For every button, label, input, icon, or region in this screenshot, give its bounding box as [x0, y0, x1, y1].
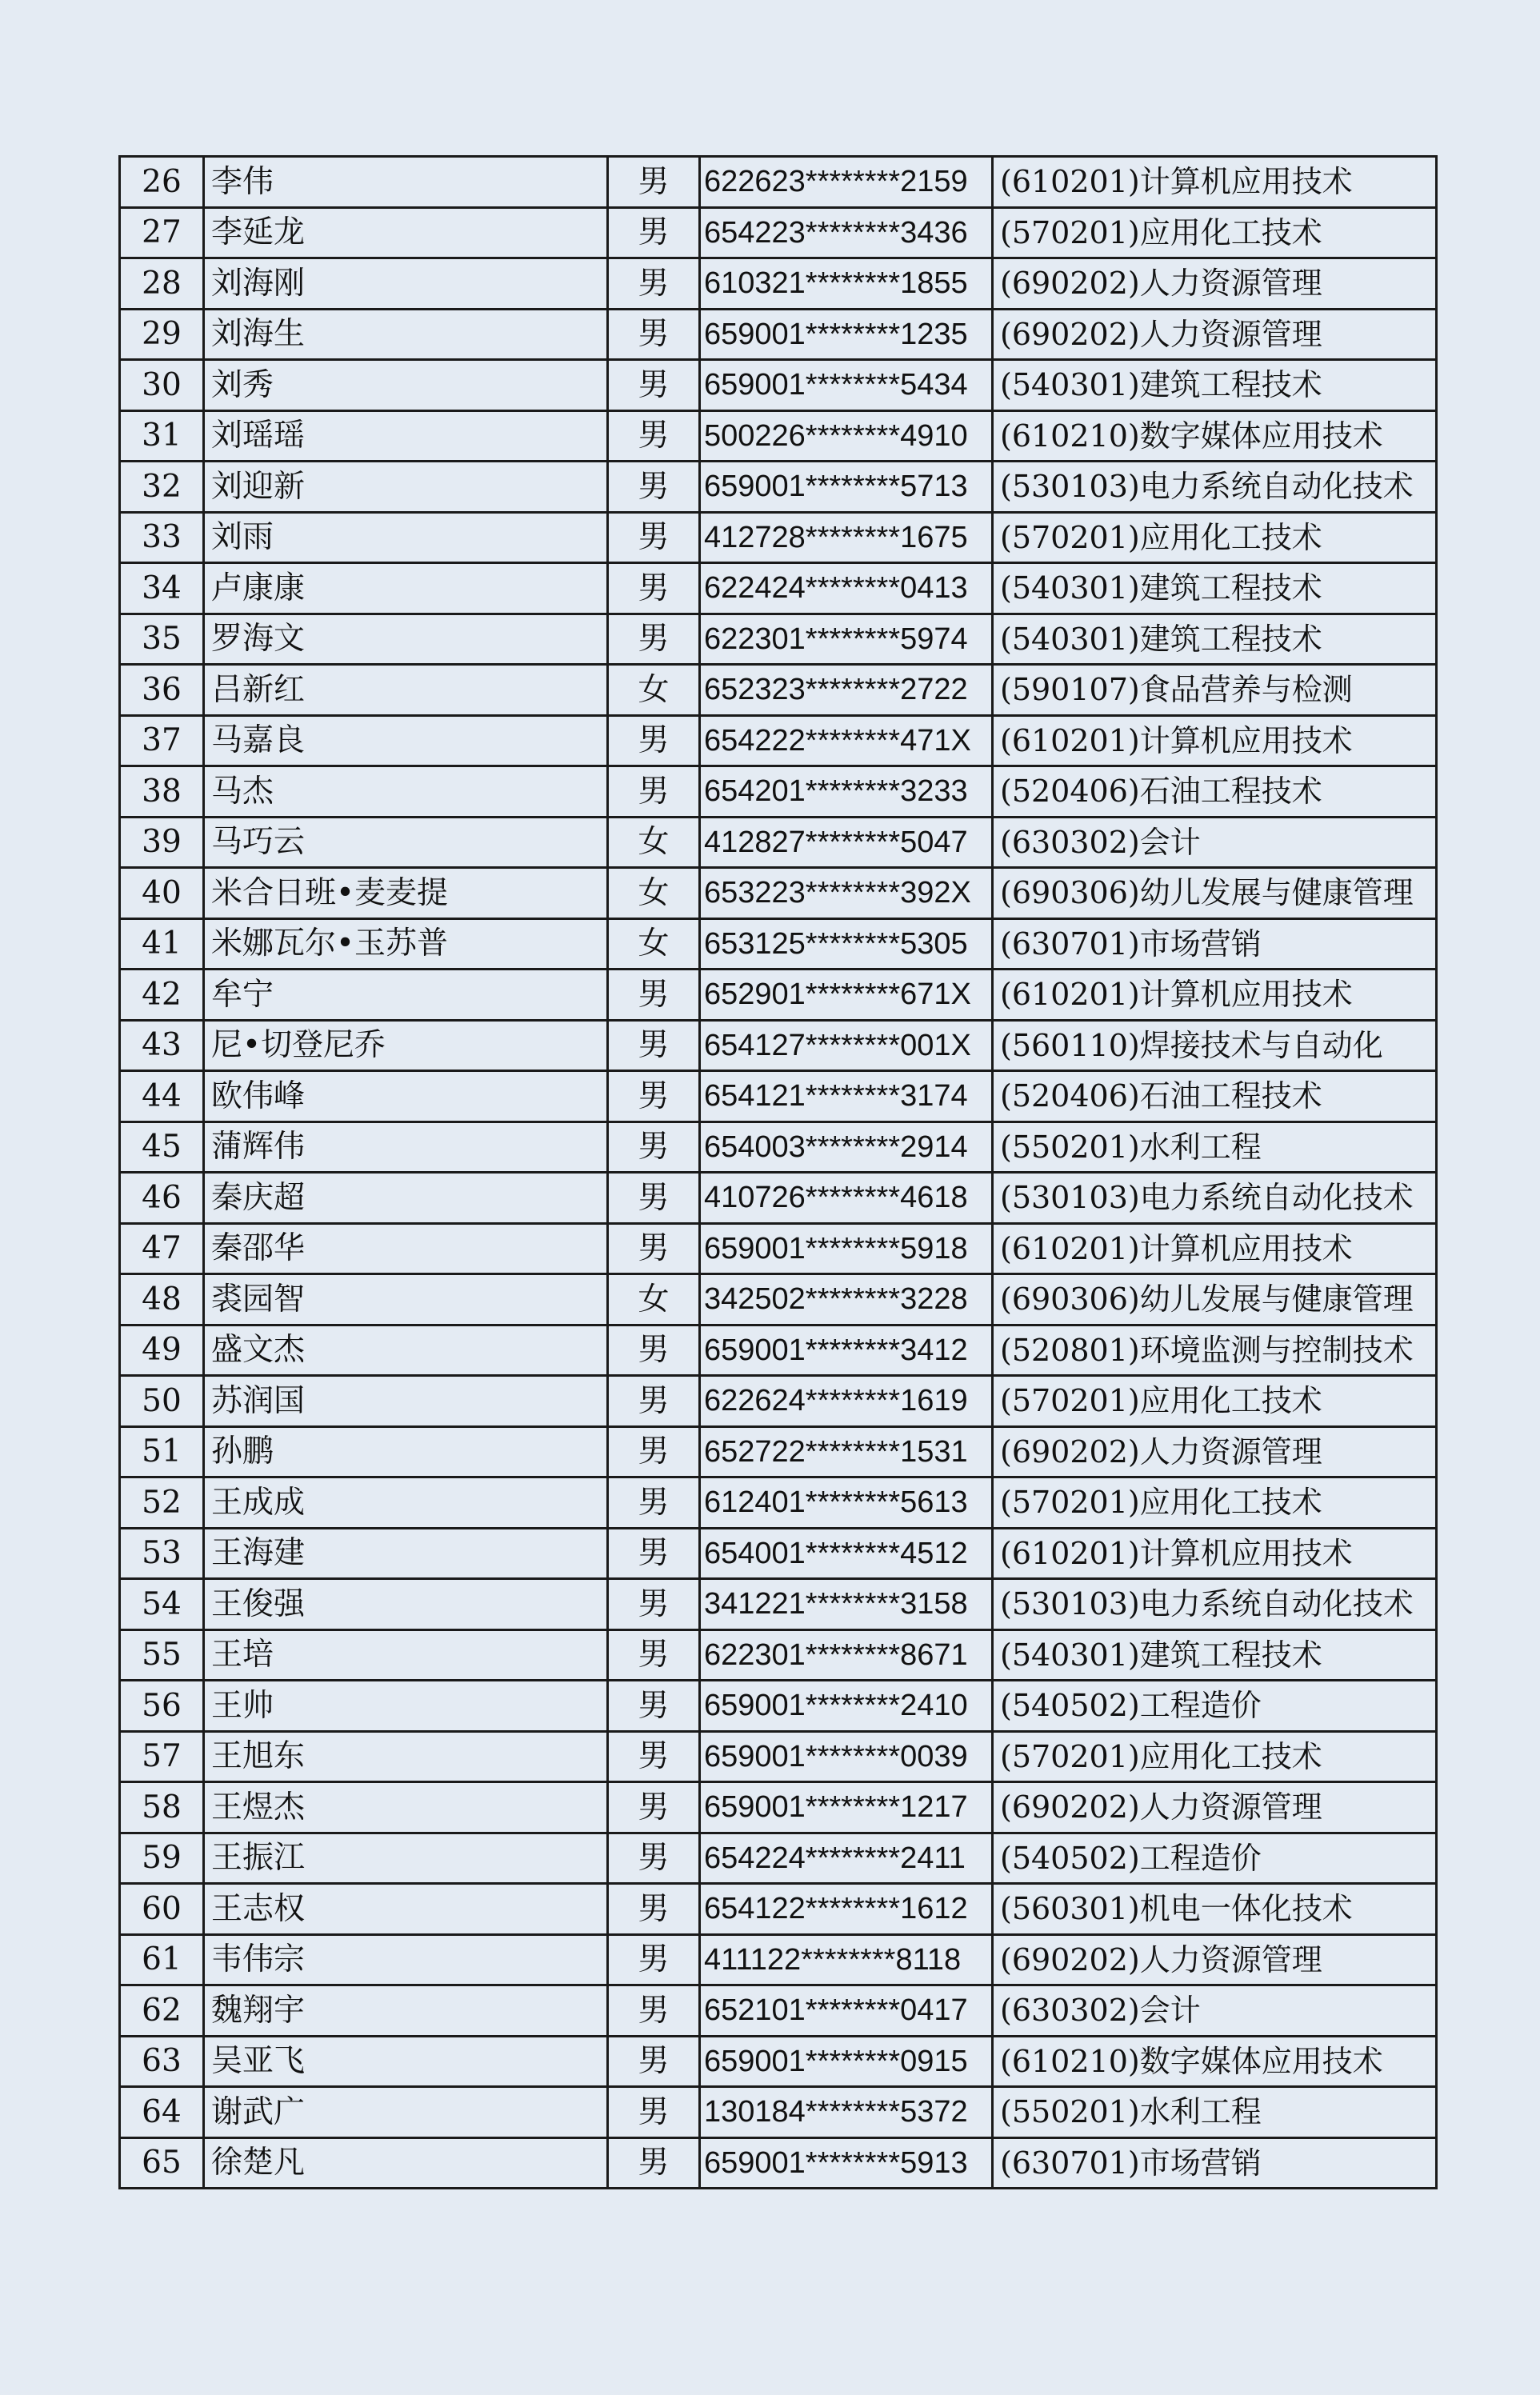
table-row: [120, 1071, 1437, 1122]
gender-cell: 男: [608, 462, 700, 513]
table-row: [120, 766, 1437, 818]
major-cell: (690202)人力资源管理: [993, 1426, 1437, 1477]
table-row: [120, 868, 1437, 919]
gender-cell: 男: [608, 1223, 700, 1274]
row-number-cell: 30: [120, 360, 204, 411]
row-number-cell: 52: [120, 1477, 204, 1529]
id-number-cell: 341221********3158: [700, 1579, 993, 1630]
id-number-cell: 622624********1619: [700, 1376, 993, 1427]
id-number-cell: 622301********8671: [700, 1629, 993, 1681]
table-row: [120, 1629, 1437, 1681]
gender-cell: 男: [608, 1477, 700, 1529]
major-cell: (690202)人力资源管理: [993, 1934, 1437, 1985]
table-row: [120, 258, 1437, 310]
row-number-cell: 35: [120, 614, 204, 665]
table-row: [120, 2137, 1437, 2189]
row-number-cell: 62: [120, 1985, 204, 2037]
table-row: [120, 817, 1437, 868]
row-number-cell: 29: [120, 309, 204, 360]
name-cell: 马嘉良: [204, 715, 608, 766]
major-cell: (540301)建筑工程技术: [993, 360, 1437, 411]
major-cell: (530103)电力系统自动化技术: [993, 1579, 1437, 1630]
row-number-cell: 31: [120, 410, 204, 462]
row-number-cell: 50: [120, 1376, 204, 1427]
name-cell: 孙鹏: [204, 1426, 608, 1477]
name-cell: 王俊强: [204, 1579, 608, 1630]
id-number-cell: 654121********3174: [700, 1071, 993, 1122]
name-cell: 王培: [204, 1629, 608, 1681]
major-cell: (690202)人力资源管理: [993, 258, 1437, 310]
gender-cell: 男: [608, 410, 700, 462]
name-cell: 刘瑶瑶: [204, 410, 608, 462]
table-row: [120, 1579, 1437, 1630]
table-row: [120, 614, 1437, 665]
name-cell: 卢康康: [204, 563, 608, 614]
name-cell: 韦伟宗: [204, 1934, 608, 1985]
major-cell: (570201)应用化工技术: [993, 1477, 1437, 1529]
name-cell: 李伟: [204, 157, 608, 208]
row-number-cell: 65: [120, 2137, 204, 2189]
student-list-table: [118, 155, 1438, 2189]
id-number-cell: 659001********3412: [700, 1325, 993, 1376]
major-cell: (570201)应用化工技术: [993, 207, 1437, 258]
row-number-cell: 51: [120, 1426, 204, 1477]
row-number-cell: 47: [120, 1223, 204, 1274]
table-row: [120, 1325, 1437, 1376]
gender-cell: 男: [608, 1579, 700, 1630]
major-cell: (540502)工程造价: [993, 1833, 1437, 1884]
major-cell: (520406)石油工程技术: [993, 1071, 1437, 1122]
name-cell: 刘迎新: [204, 462, 608, 513]
major-cell: (690202)人力资源管理: [993, 1782, 1437, 1833]
table-row: [120, 1731, 1437, 1782]
gender-cell: 男: [608, 970, 700, 1021]
gender-cell: 男: [608, 1325, 700, 1376]
table-row: [120, 1426, 1437, 1477]
name-cell: 吕新红: [204, 665, 608, 716]
row-number-cell: 26: [120, 157, 204, 208]
id-number-cell: 659001********2410: [700, 1681, 993, 1732]
row-number-cell: 41: [120, 918, 204, 970]
major-cell: (570201)应用化工技术: [993, 1376, 1437, 1427]
major-cell: (690306)幼儿发展与健康管理: [993, 868, 1437, 919]
gender-cell: 男: [608, 715, 700, 766]
gender-cell: 女: [608, 918, 700, 970]
major-cell: (560301)机电一体化技术: [993, 1884, 1437, 1935]
gender-cell: 男: [608, 1833, 700, 1884]
name-cell: 王成成: [204, 1477, 608, 1529]
id-number-cell: 622301********5974: [700, 614, 993, 665]
row-number-cell: 45: [120, 1122, 204, 1173]
table-row: [120, 970, 1437, 1021]
major-cell: (630302)会计: [993, 1985, 1437, 2037]
name-cell: 马巧云: [204, 817, 608, 868]
major-cell: (630302)会计: [993, 817, 1437, 868]
row-number-cell: 36: [120, 665, 204, 716]
name-cell: 秦邵华: [204, 1223, 608, 1274]
major-cell: (570201)应用化工技术: [993, 512, 1437, 563]
major-cell: (610201)计算机应用技术: [993, 1223, 1437, 1274]
id-number-cell: 410726********4618: [700, 1173, 993, 1224]
name-cell: 牟宁: [204, 970, 608, 1021]
id-number-cell: 610321********1855: [700, 258, 993, 310]
table-row: [120, 512, 1437, 563]
id-number-cell: 342502********3228: [700, 1274, 993, 1325]
row-number-cell: 60: [120, 1884, 204, 1935]
major-cell: (690202)人力资源管理: [993, 309, 1437, 360]
major-cell: (610201)计算机应用技术: [993, 715, 1437, 766]
major-cell: (610201)计算机应用技术: [993, 1528, 1437, 1579]
id-number-cell: 659001********0039: [700, 1731, 993, 1782]
id-number-cell: 659001********5713: [700, 462, 993, 513]
table-row: [120, 1833, 1437, 1884]
row-number-cell: 61: [120, 1934, 204, 1985]
table-row: [120, 2036, 1437, 2087]
name-cell: 魏翔宇: [204, 1985, 608, 2037]
name-cell: 马杰: [204, 766, 608, 818]
gender-cell: 女: [608, 868, 700, 919]
name-cell: 王海建: [204, 1528, 608, 1579]
row-number-cell: 42: [120, 970, 204, 1021]
gender-cell: 男: [608, 2087, 700, 2138]
major-cell: (570201)应用化工技术: [993, 1731, 1437, 1782]
gender-cell: 男: [608, 1173, 700, 1224]
gender-cell: 男: [608, 1020, 700, 1071]
major-cell: (590107)食品营养与检测: [993, 665, 1437, 716]
gender-cell: 男: [608, 614, 700, 665]
gender-cell: 男: [608, 563, 700, 614]
row-number-cell: 46: [120, 1173, 204, 1224]
id-number-cell: 659001********5913: [700, 2137, 993, 2189]
major-cell: (530103)电力系统自动化技术: [993, 462, 1437, 513]
table-row: [120, 1681, 1437, 1732]
gender-cell: 男: [608, 766, 700, 818]
name-cell: 米娜瓦尔•玉苏普: [204, 918, 608, 970]
gender-cell: 女: [608, 665, 700, 716]
name-cell: 罗海文: [204, 614, 608, 665]
id-number-cell: 652722********1531: [700, 1426, 993, 1477]
row-number-cell: 58: [120, 1782, 204, 1833]
id-number-cell: 659001********5434: [700, 360, 993, 411]
row-number-cell: 56: [120, 1681, 204, 1732]
table-row: [120, 1122, 1437, 1173]
table-row: [120, 1376, 1437, 1427]
row-number-cell: 43: [120, 1020, 204, 1071]
table-row: [120, 309, 1437, 360]
id-number-cell: 411122********8118: [700, 1934, 993, 1985]
name-cell: 刘海刚: [204, 258, 608, 310]
name-cell: 刘秀: [204, 360, 608, 411]
table-row: [120, 715, 1437, 766]
name-cell: 李延龙: [204, 207, 608, 258]
table-row: [120, 1223, 1437, 1274]
id-number-cell: 653223********392X: [700, 868, 993, 919]
name-cell: 王帅: [204, 1681, 608, 1732]
major-cell: (610201)计算机应用技术: [993, 157, 1437, 208]
row-number-cell: 32: [120, 462, 204, 513]
table-row: [120, 207, 1437, 258]
gender-cell: 男: [608, 309, 700, 360]
id-number-cell: 659001********0915: [700, 2036, 993, 2087]
major-cell: (520801)环境监测与控制技术: [993, 1325, 1437, 1376]
id-number-cell: 654222********471X: [700, 715, 993, 766]
gender-cell: 男: [608, 2036, 700, 2087]
row-number-cell: 55: [120, 1629, 204, 1681]
name-cell: 刘雨: [204, 512, 608, 563]
id-number-cell: 500226********4910: [700, 410, 993, 462]
id-number-cell: 654224********2411: [700, 1833, 993, 1884]
id-number-cell: 654223********3436: [700, 207, 993, 258]
major-cell: (530103)电力系统自动化技术: [993, 1173, 1437, 1224]
gender-cell: 男: [608, 1782, 700, 1833]
id-number-cell: 654127********001X: [700, 1020, 993, 1071]
table-row: [120, 462, 1437, 513]
name-cell: 裘园智: [204, 1274, 608, 1325]
gender-cell: 男: [608, 1071, 700, 1122]
table-body: [120, 157, 1437, 2189]
gender-cell: 男: [608, 1985, 700, 2037]
gender-cell: 男: [608, 1629, 700, 1681]
table-row: [120, 1782, 1437, 1833]
major-cell: (630701)市场营销: [993, 2137, 1437, 2189]
row-number-cell: 34: [120, 563, 204, 614]
id-number-cell: 652101********0417: [700, 1985, 993, 2037]
row-number-cell: 38: [120, 766, 204, 818]
table-row: [120, 1985, 1437, 2037]
major-cell: (520406)石油工程技术: [993, 766, 1437, 818]
major-cell: (550201)水利工程: [993, 1122, 1437, 1173]
id-number-cell: 622623********2159: [700, 157, 993, 208]
gender-cell: 男: [608, 1934, 700, 1985]
name-cell: 王志权: [204, 1884, 608, 1935]
major-cell: (610210)数字媒体应用技术: [993, 2036, 1437, 2087]
row-number-cell: 33: [120, 512, 204, 563]
id-number-cell: 659001********1235: [700, 309, 993, 360]
table-row: [120, 157, 1437, 208]
gender-cell: 男: [608, 360, 700, 411]
name-cell: 王旭东: [204, 1731, 608, 1782]
gender-cell: 男: [608, 2137, 700, 2189]
row-number-cell: 37: [120, 715, 204, 766]
id-number-cell: 654201********3233: [700, 766, 993, 818]
id-number-cell: 654003********2914: [700, 1122, 993, 1173]
row-number-cell: 54: [120, 1579, 204, 1630]
major-cell: (550201)水利工程: [993, 2087, 1437, 2138]
gender-cell: 男: [608, 207, 700, 258]
gender-cell: 男: [608, 1731, 700, 1782]
name-cell: 盛文杰: [204, 1325, 608, 1376]
id-number-cell: 659001********1217: [700, 1782, 993, 1833]
name-cell: 王振江: [204, 1833, 608, 1884]
row-number-cell: 28: [120, 258, 204, 310]
name-cell: 尼•切登尼乔: [204, 1020, 608, 1071]
table-row: [120, 665, 1437, 716]
gender-cell: 男: [608, 157, 700, 208]
gender-cell: 女: [608, 817, 700, 868]
gender-cell: 男: [608, 1528, 700, 1579]
gender-cell: 男: [608, 258, 700, 310]
row-number-cell: 53: [120, 1528, 204, 1579]
name-cell: 吴亚飞: [204, 2036, 608, 2087]
id-number-cell: 654122********1612: [700, 1884, 993, 1935]
major-cell: (560110)焊接技术与自动化: [993, 1020, 1437, 1071]
row-number-cell: 49: [120, 1325, 204, 1376]
major-cell: (540301)建筑工程技术: [993, 563, 1437, 614]
major-cell: (610201)计算机应用技术: [993, 970, 1437, 1021]
name-cell: 蒲辉伟: [204, 1122, 608, 1173]
table-row: [120, 2087, 1437, 2138]
name-cell: 米合日班•麦麦提: [204, 868, 608, 919]
id-number-cell: 412728********1675: [700, 512, 993, 563]
id-number-cell: 412827********5047: [700, 817, 993, 868]
name-cell: 谢武广: [204, 2087, 608, 2138]
table-row: [120, 563, 1437, 614]
table-row: [120, 1934, 1437, 1985]
table-row: [120, 1884, 1437, 1935]
table-row: [120, 1173, 1437, 1224]
table-row: [120, 360, 1437, 411]
major-cell: (540301)建筑工程技术: [993, 1629, 1437, 1681]
table-row: [120, 1477, 1437, 1529]
name-cell: 欧伟峰: [204, 1071, 608, 1122]
table-row: [120, 410, 1437, 462]
gender-cell: 女: [608, 1274, 700, 1325]
gender-cell: 男: [608, 1681, 700, 1732]
name-cell: 苏润国: [204, 1376, 608, 1427]
major-cell: (540301)建筑工程技术: [993, 614, 1437, 665]
name-cell: 徐楚凡: [204, 2137, 608, 2189]
major-cell: (540502)工程造价: [993, 1681, 1437, 1732]
table-row: [120, 1020, 1437, 1071]
id-number-cell: 130184********5372: [700, 2087, 993, 2138]
name-cell: 秦庆超: [204, 1173, 608, 1224]
row-number-cell: 40: [120, 868, 204, 919]
major-cell: (630701)市场营销: [993, 918, 1437, 970]
gender-cell: 男: [608, 1884, 700, 1935]
row-number-cell: 48: [120, 1274, 204, 1325]
id-number-cell: 612401********5613: [700, 1477, 993, 1529]
row-number-cell: 39: [120, 817, 204, 868]
row-number-cell: 57: [120, 1731, 204, 1782]
id-number-cell: 654001********4512: [700, 1528, 993, 1579]
gender-cell: 男: [608, 512, 700, 563]
table-row: [120, 1274, 1437, 1325]
major-cell: (610210)数字媒体应用技术: [993, 410, 1437, 462]
id-number-cell: 622424********0413: [700, 563, 993, 614]
id-number-cell: 652901********671X: [700, 970, 993, 1021]
row-number-cell: 27: [120, 207, 204, 258]
gender-cell: 男: [608, 1122, 700, 1173]
id-number-cell: 659001********5918: [700, 1223, 993, 1274]
id-number-cell: 653125********5305: [700, 918, 993, 970]
row-number-cell: 59: [120, 1833, 204, 1884]
table-row: [120, 1528, 1437, 1579]
name-cell: 刘海生: [204, 309, 608, 360]
id-number-cell: 652323********2722: [700, 665, 993, 716]
row-number-cell: 64: [120, 2087, 204, 2138]
row-number-cell: 44: [120, 1071, 204, 1122]
gender-cell: 男: [608, 1376, 700, 1427]
table-row: [120, 918, 1437, 970]
major-cell: (690306)幼儿发展与健康管理: [993, 1274, 1437, 1325]
name-cell: 王煜杰: [204, 1782, 608, 1833]
gender-cell: 男: [608, 1426, 700, 1477]
row-number-cell: 63: [120, 2036, 204, 2087]
